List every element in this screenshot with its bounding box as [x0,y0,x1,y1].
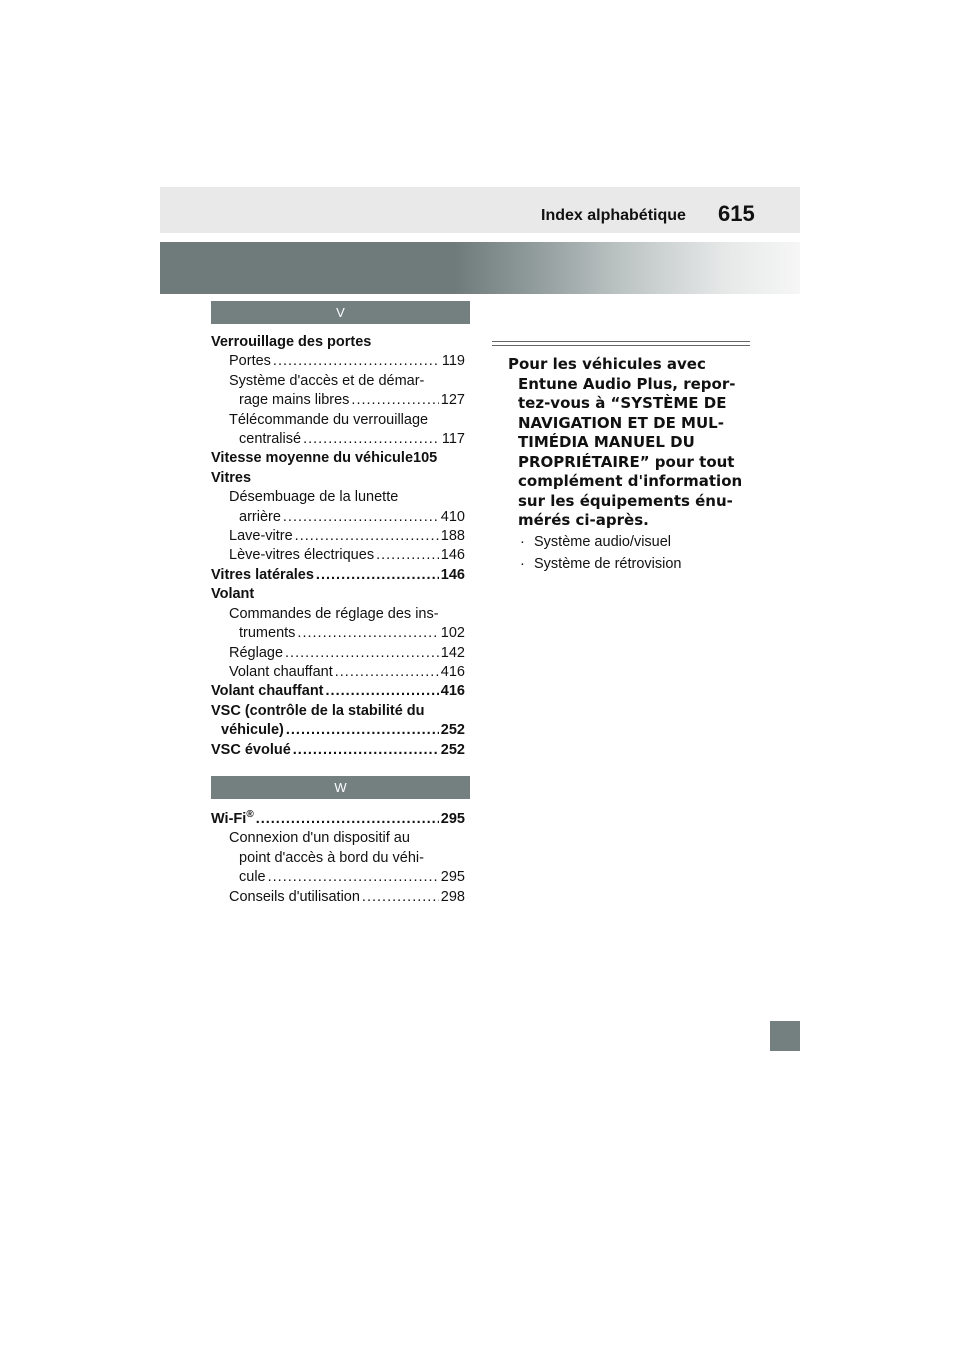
index-subentry-conseils [211,888,465,907]
entry-text: cule [239,869,266,886]
entry-text: Volant [211,586,255,603]
index-subentry-desembuage [211,488,465,527]
entry-text-label: Wi-Fi [211,811,247,827]
note-line: Entune Audio Plus, repor- [518,374,736,393]
note-line: TIMÉDIA MANUEL DU [518,433,695,451]
note-bullet-text: Système audio/visuel [534,534,672,550]
page-ref: 146 [440,566,465,583]
entry-text: truments [239,625,296,642]
entry-text: Portes [229,353,271,370]
note-line: tez-vous à “SYSTÈME DE [518,394,727,412]
index-subentry-portes [211,352,465,371]
index-column-w [211,810,465,907]
note-paragraph [508,355,758,531]
page-number: 615 [718,201,755,226]
index-entry-volant-chauffant [211,682,465,701]
letter-heading-v: V [211,301,470,324]
entry-text: Vitres latérales [211,566,314,583]
page-ref: 416 [440,663,465,680]
bullet-icon: · [520,534,525,550]
index-entry-vitres-laterales [211,566,465,585]
page-ref: 117 [441,431,465,448]
header-bar [160,187,800,233]
note-line: NAVIGATION ET DE MUL- [518,413,724,432]
entry-text: Volant chauffant [211,683,324,700]
page-ref: 127 [440,392,465,409]
entry-text: arrière [239,508,281,525]
page-ref: 410 [440,508,465,525]
index-entry-vsc-evolue [211,741,465,760]
page-ref: 142 [440,644,465,661]
entry-text: point d'accès à bord du véhi- [239,849,424,866]
page-ref: 295 [440,869,465,886]
index-subentry-commandes-reglage [211,605,465,644]
entry-text [211,810,254,829]
index-subentry-connexion [211,829,465,887]
note-line: mérés ci-après. [518,511,649,529]
index-subentry-leve-vitres [211,546,465,565]
note-line: complément d'information [518,472,743,490]
page-ref: 252 [440,722,465,739]
entry-text: Système d'accès et de démar- [229,372,425,389]
index-subentry-telecommande [211,411,465,450]
index-subentry-acces-mains-libres [211,372,465,411]
note-bullet-text: Système de rétrovision [534,556,682,572]
entry-text: VSC évolué [211,741,291,758]
page-ref: 146 [440,547,465,564]
entry-text: Télécommande du verrouillage [229,411,429,428]
index-subentry-reglage [211,644,465,663]
page-ref: 295 [440,811,465,827]
header-gradient-band [160,242,800,294]
note-bullet-item [520,531,681,553]
page-ref: 252 [440,741,465,758]
entry-text: Désembuage de la lunette [229,489,399,506]
index-subentry-lave-vitre [211,527,465,546]
entry-text: rage mains libres [239,392,350,409]
side-thumb-tab [770,1021,800,1051]
entry-text: Vitesse moyenne du véhicule [211,450,414,467]
entry-text: Volant chauffant [229,663,333,680]
entry-text: Lave-vitre [229,528,293,545]
note-divider [492,341,750,346]
page-ref: 102 [440,625,465,642]
page-ref: 188 [440,528,465,545]
note-line: sur les équipements énu- [518,491,733,510]
page-ref: 298 [440,888,465,905]
note-bullet-item [520,553,681,575]
page-ref: 119 [441,353,465,370]
section-title: Index alphabétique [541,207,686,224]
index-entry-vitesse-moyenne [211,449,465,468]
index-column-v [211,333,465,760]
entry-text: centralisé [239,431,302,448]
index-entry-vsc [211,702,465,741]
registered-mark: ® [246,809,254,821]
entry-text: Réglage [229,644,284,661]
index-subentry-volant-chauffant [211,663,465,682]
bullet-icon: · [520,556,525,572]
entry-text: Verrouillage des portes [211,334,372,350]
entry-text: véhicule) [221,722,284,739]
entry-text: Vitres [211,469,252,486]
letter-heading-w: W [211,776,470,799]
note-line: PROPRIÉTAIRE” pour tout [518,452,735,471]
note-line: Pour les véhicules avec [508,355,706,373]
page-ref: 416 [440,683,465,700]
index-entry-vitres [211,469,465,488]
entry-text: Connexion d'un dispositif au [229,830,410,847]
entry-text: Lève-vitres électriques [229,547,375,564]
entry-text: Conseils d'utilisation [229,888,360,905]
entry-text: VSC (contrôle de la stabilité du [211,702,425,719]
index-entry-wifi [211,810,465,829]
entry-text: Commandes de réglage des ins- [229,605,439,622]
page-ref: 105 [413,450,438,467]
note-bullet-list [520,531,681,575]
index-entry-verrouillage [211,333,465,352]
index-entry-volant [211,585,465,604]
